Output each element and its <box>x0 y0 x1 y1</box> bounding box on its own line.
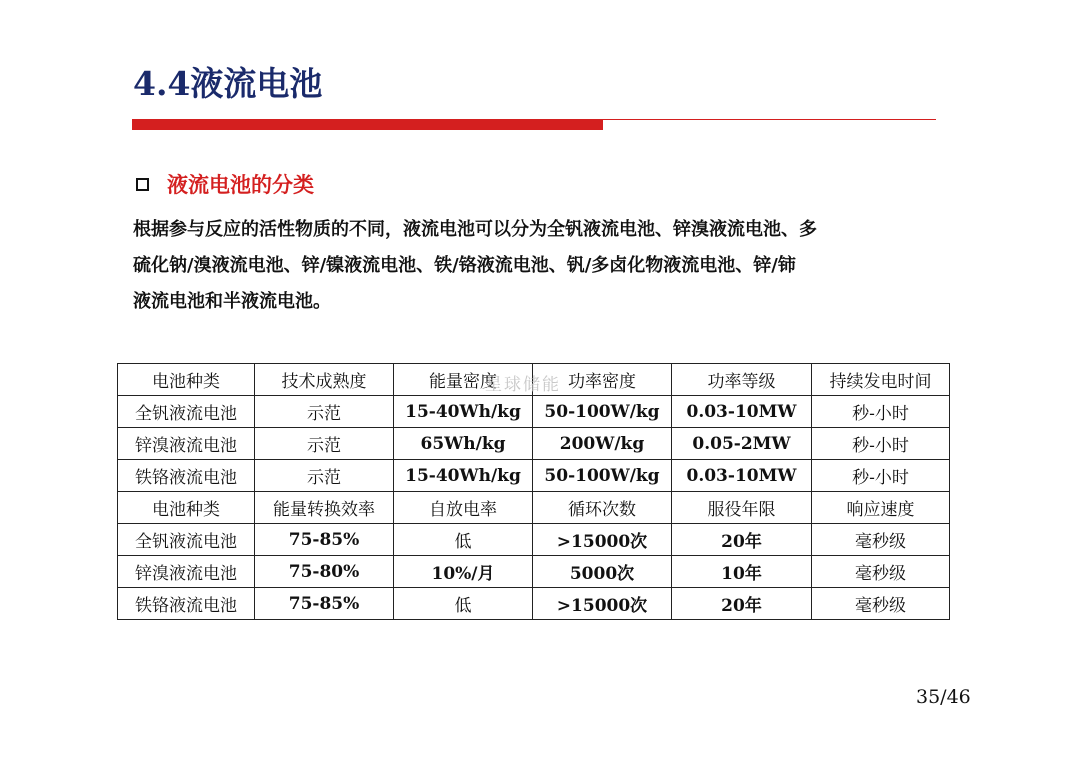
paragraph-line: 液流电池和半液流电池。 <box>133 291 331 312</box>
table-cell: 75-80% <box>255 556 394 588</box>
table-cell: 锌溴液流电池 <box>118 556 255 588</box>
table-header-cell: 电池种类 <box>118 364 255 396</box>
table-cell: 示范 <box>255 396 394 428</box>
table-header-cell: 持续发电时间 <box>812 364 950 396</box>
subheading <box>136 169 314 199</box>
table-header-row <box>118 492 950 524</box>
table-cell: 低 <box>394 524 533 556</box>
table-header-cell: 服役年限 <box>672 492 812 524</box>
table-cell: 65Wh/kg <box>394 428 533 460</box>
table-row <box>118 396 950 428</box>
table-cell: 10年 <box>672 556 812 588</box>
table-cell: 0.05-2MW <box>672 428 812 460</box>
slide-title: 4.4液流电池 <box>133 64 323 103</box>
table-cell: 低 <box>394 588 533 620</box>
table-header-cell: 自放电率 <box>394 492 533 524</box>
body-paragraph <box>133 212 933 320</box>
table-header-cell: 电池种类 <box>118 492 255 524</box>
table-cell: 毫秒级 <box>812 524 950 556</box>
table-cell: 全钒液流电池 <box>118 396 255 428</box>
table-cell: 75-85% <box>255 588 394 620</box>
table-cell: 15-40Wh/kg <box>394 460 533 492</box>
table-header-cell: 技术成熟度 <box>255 364 394 396</box>
subheading-text: 液流电池的分类 <box>167 173 314 197</box>
table-cell: 50-100W/kg <box>533 460 672 492</box>
table-row <box>118 588 950 620</box>
title-underline-thin <box>603 119 936 120</box>
table-cell: 秒-小时 <box>812 428 950 460</box>
table-cell: 毫秒级 <box>812 556 950 588</box>
table-cell: 200W/kg <box>533 428 672 460</box>
table-cell: 0.03-10MW <box>672 396 812 428</box>
table-cell: 10%/月 <box>394 556 533 588</box>
table-cell: 全钒液流电池 <box>118 524 255 556</box>
table-cell: 铁铬液流电池 <box>118 460 255 492</box>
table-header-cell: 功率密度 <box>533 364 672 396</box>
table-cell: 示范 <box>255 428 394 460</box>
table-cell: >15000次 <box>533 588 672 620</box>
table-header-cell: 循环次数 <box>533 492 672 524</box>
paragraph-line: 硫化钠/溴液流电池、锌/镍液流电池、铁/铬液流电池、钒/多卤化物液流电池、锌/铈 <box>133 255 796 276</box>
table-cell: 毫秒级 <box>812 588 950 620</box>
table-header-cell: 功率等级 <box>672 364 812 396</box>
table-header-cell: 能量密度 <box>394 364 533 396</box>
table-cell: 15-40Wh/kg <box>394 396 533 428</box>
page-number: 35/46 <box>916 686 971 708</box>
flow-battery-table <box>117 363 950 620</box>
table-cell: 示范 <box>255 460 394 492</box>
table-cell: 秒-小时 <box>812 396 950 428</box>
table-cell: 20年 <box>672 524 812 556</box>
table-row <box>118 524 950 556</box>
table-cell: 75-85% <box>255 524 394 556</box>
table-cell: 秒-小时 <box>812 460 950 492</box>
table-cell: 锌溴液流电池 <box>118 428 255 460</box>
table-cell: 50-100W/kg <box>533 396 672 428</box>
title-underline-thick <box>132 119 603 130</box>
table-row <box>118 460 950 492</box>
table-row <box>118 428 950 460</box>
square-bullet-icon <box>136 178 149 191</box>
watermark: 星球储能 <box>485 375 561 395</box>
table-cell: 0.03-10MW <box>672 460 812 492</box>
table-row <box>118 556 950 588</box>
table-header-cell: 响应速度 <box>812 492 950 524</box>
table-cell: 20年 <box>672 588 812 620</box>
table-cell: 铁铬液流电池 <box>118 588 255 620</box>
table-cell: >15000次 <box>533 524 672 556</box>
table-cell: 5000次 <box>533 556 672 588</box>
paragraph-line: 根据参与反应的活性物质的不同，液流电池可以分为全钒液流电池、锌溴液流电池、多 <box>133 219 817 240</box>
table-header-cell: 能量转换效率 <box>255 492 394 524</box>
